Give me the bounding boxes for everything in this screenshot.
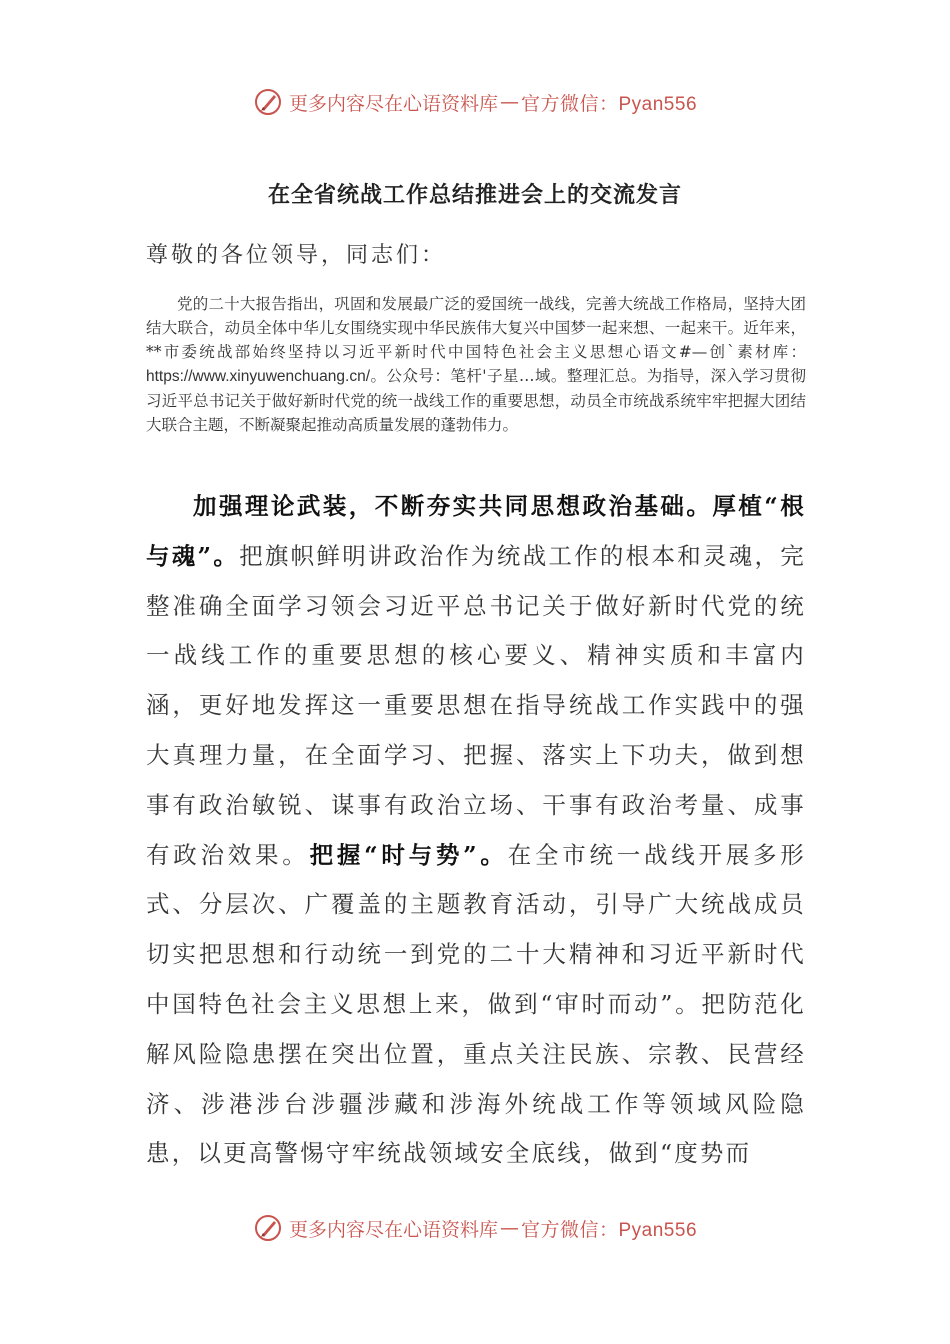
salutation: 尊敬的各位领导，同志们：: [146, 243, 447, 268]
body-text-2: 在全市统一战线开展多形式、分层次、广覆盖的主题教育活动，引导广大统战成员切实把思想和行动统一到党的二十大精神和习近平新时代中国特色社会主义思想上来，做到“审时而动”。把防范化解风险隐患摆在突出位置，重点关注民族、宗教、民营经济、涉港涉台涉疆涉藏和涉海外统战工作等领域风险隐患，以更高警惕守牢统战领域安全底线，做到“度势而: [146, 840, 807, 1168]
quill-logo-icon: [253, 1213, 283, 1243]
banner-contact: 官方微信：Pyan556: [521, 1219, 698, 1241]
quill-logo-icon: [253, 87, 283, 117]
intro-text-after: 。公众号：笔杆'子星…域。整理汇总。为指导，深入学习贯彻习近平总书记关于做好新时代党的统一战线工作的重要思想，动员全市统战系统牢牢把握大团结大联合主题，不断凝聚起推动高质量发展的蓬勃伟力。: [146, 367, 806, 434]
intro-text-before: 党的二十大报告指出，巩固和发展最广泛的爱国统一战线，完善大统战工作格局，坚持大团结大联合，动员全体中华儿女围绕实现中华民族伟大复兴中国梦一起来想、一起来干。近年来，**市委统战部始终坚持以习近平新时代中国特色社会主义思想心语文#—创`素材库：: [146, 295, 806, 361]
section-heading: 加强理论武装，不断夯实共同思想政治基础。: [193, 492, 713, 520]
document-title: 在全省统战工作总结推进会上的交流发言: [267, 182, 682, 208]
footer-banner: [0, 1208, 950, 1248]
banner-text: 更多内容尽在心语资料库: [288, 1218, 498, 1241]
subheading-roots: 厚植“根与魂”。: [146, 492, 806, 570]
intro-paragraph: [146, 292, 806, 437]
header-banner: [0, 82, 950, 122]
body-text-1: 把旗帜鲜明讲政治作为统战工作的根本和灵魂，完整准确全面学习领会习近平总书记关于做好新时代党的统一战线工作的重要思想的核心要义、精神实质和丰富内涵，更好地发挥这一重要思想在指导统战工作实践中的强大真理力量，在全面学习、把握、落实上下功夫，做到想事有政治敏锐、谋事有政治立场、干事有政治考量、成事有政治效果。: [146, 541, 806, 869]
banner-separator: —: [500, 1217, 519, 1239]
banner-separator: —: [500, 91, 519, 113]
banner-contact: 官方微信：Pyan556: [521, 93, 698, 115]
intro-url: https://www.xinyuwenchuang.cn/: [146, 368, 371, 385]
banner-text: 更多内容尽在心语资料库: [288, 92, 498, 115]
body-paragraph: [146, 482, 806, 1179]
subheading-timing: 把握“时与势”。: [309, 840, 508, 869]
